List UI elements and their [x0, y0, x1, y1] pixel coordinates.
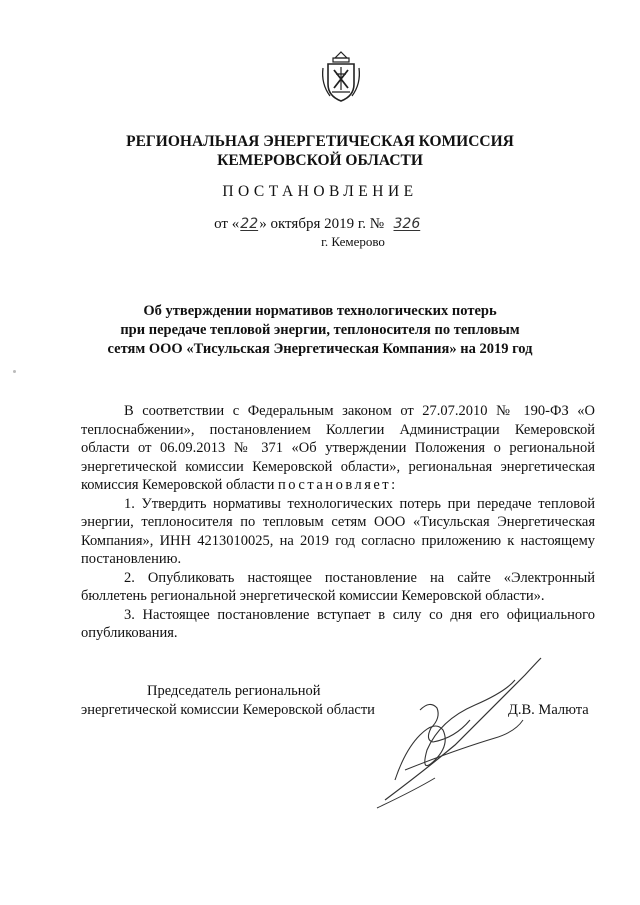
signature-icon	[365, 650, 555, 820]
preamble-paragraph	[81, 402, 595, 495]
coat-of-arms-icon	[320, 50, 362, 104]
item-3-paragraph: 3. Настоящее постановление вступает в силу со дня его официального опубликования.	[81, 606, 595, 641]
organization-name-line1: РЕГИОНАЛЬНАЯ ЭНЕРГЕТИЧЕСКАЯ КОМИССИЯ	[126, 133, 514, 150]
signatory-title-line2: энергетической комиссии Кемеровской области	[81, 702, 375, 718]
organization-name-line2: КЕМЕРОВСКОЙ ОБЛАСТИ	[217, 152, 423, 169]
decides-keyword: постановляет:	[278, 477, 398, 493]
document-number-handwritten: 326	[393, 216, 421, 232]
subject-line3: сетям ООО «Тисульская Энергетическая Компания» на 2019 год	[107, 341, 533, 357]
item-1-paragraph: 1. Утвердить нормативы технологических потерь при передаче тепловой энергии, теплоносителя по тепловым сетям ООО «Тисульская Энергетическая Компания», ИНН 4213010025, на 2019 год согласно приложению к настоящему постановлению.	[81, 495, 595, 567]
subject-line1: Об утверждении нормативов технологических потерь	[143, 303, 497, 319]
signatory-name: Д.В. Малюта	[508, 702, 589, 718]
signatory-title	[81, 682, 411, 720]
date-prefix: от «	[214, 216, 240, 232]
date-day-handwritten: 22	[240, 216, 259, 232]
date-suffix: » октября 2019 г. №	[259, 216, 385, 232]
signatory-title-line1: Председатель региональной	[147, 683, 321, 699]
handwritten-signature	[365, 650, 555, 820]
subject-line2: при передаче тепловой энергии, теплоносителя по тепловым	[120, 322, 520, 338]
date-line	[0, 214, 640, 234]
item-2-paragraph: 2. Опубликовать настоящее постановление на сайте «Электронный бюллетень региональной энергетической комиссии Кемеровской области».	[81, 569, 595, 604]
document-type: ПОСТАНОВЛЕНИЕ	[222, 183, 418, 200]
preamble-text: В соответствии с Федеральным законом от 27.07.2010 № 190-ФЗ «О теплоснабжении», постановлением Коллегии Администрации Кемеровской области от 06.09.2013 № 371 «Об утверждении Положения о региональной энергетической комиссии Кемеровской области», региональная энергетическая комиссия Кемеровской области	[81, 403, 595, 493]
coat-of-arms-emblem	[320, 50, 362, 104]
document-body	[81, 402, 595, 643]
margin-dot	[13, 370, 16, 373]
city-line: г. Кемерово	[321, 234, 385, 249]
